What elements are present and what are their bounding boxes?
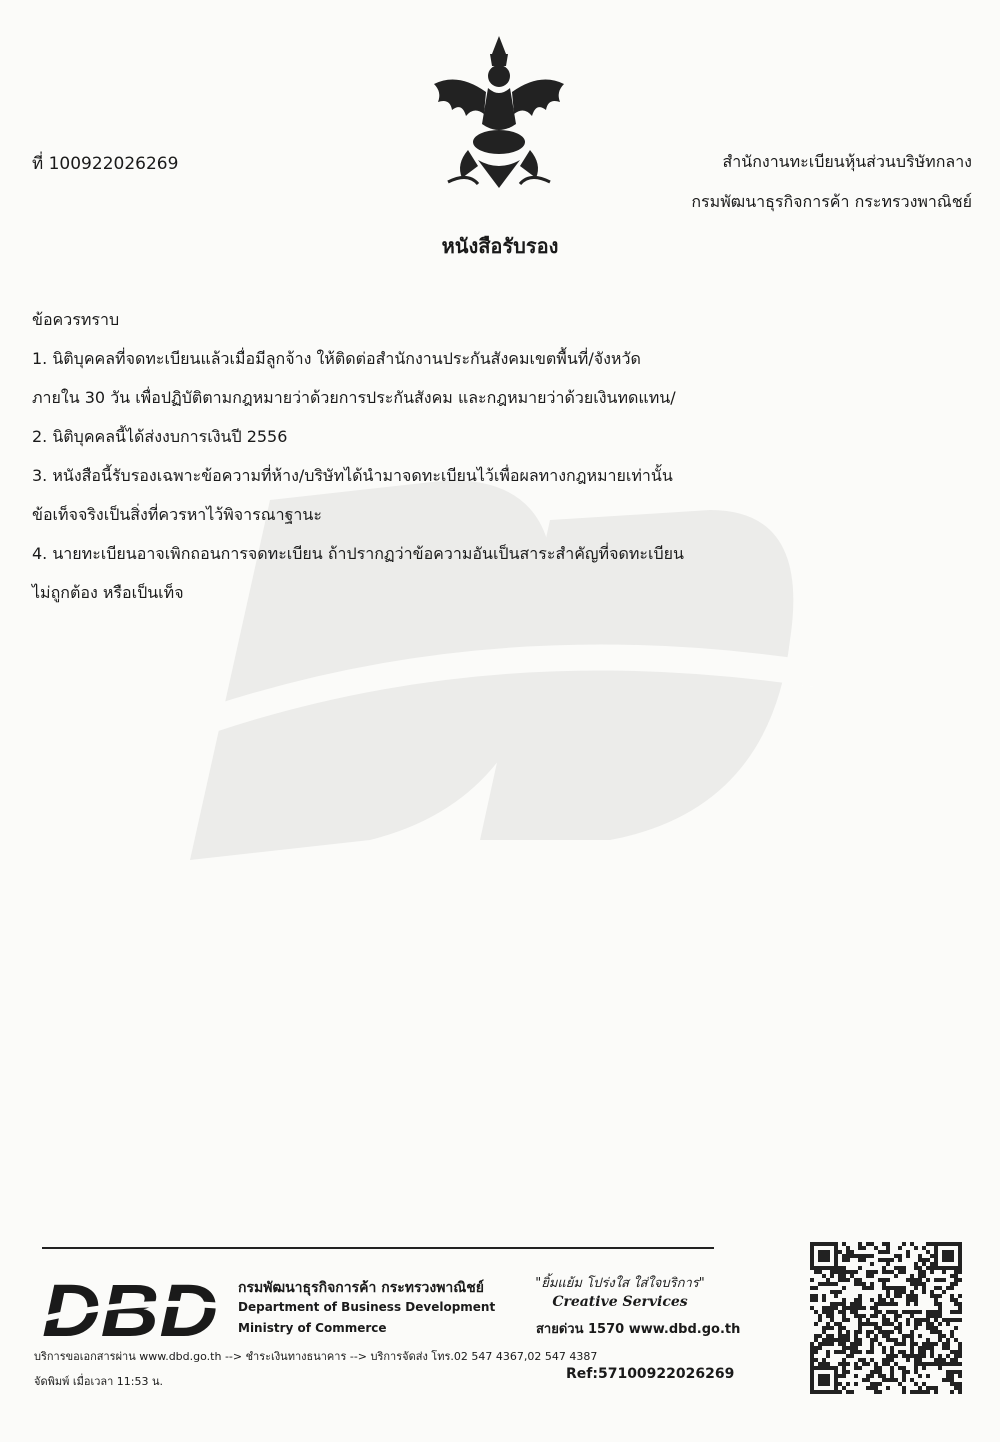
footer-slogan-en: Creative Services bbox=[552, 1294, 688, 1310]
issuing-office: สำนักงานทะเบียนหุ้นส่วนบริษัทกลาง bbox=[722, 152, 972, 171]
footer-hotline: สายด่วน 1570 www.dbd.go.th bbox=[536, 1322, 741, 1337]
document-number: ที่ 100922026269 bbox=[32, 154, 179, 174]
dbd-logo bbox=[38, 1262, 224, 1350]
footer-dept-en: Department of Business Development bbox=[238, 1300, 496, 1314]
footer-slogan-th: "ยิ้มแย้ม โปร่งใส ใส่ใจบริการ" bbox=[535, 1276, 705, 1291]
footer-ministry-en: Ministry of Commerce bbox=[238, 1321, 387, 1335]
footer-divider bbox=[42, 1247, 714, 1249]
notes-section bbox=[32, 305, 932, 617]
garuda-emblem-icon bbox=[428, 32, 570, 192]
page-title: หนังสือรับรอง bbox=[441, 234, 559, 258]
dbd-logo-text: DBD bbox=[42, 1269, 218, 1350]
printed-time: จัดพิมพ์ เมื่อเวลา 11:53 น. bbox=[34, 1375, 164, 1388]
note-line: 1. นิติบุคคลที่จดทะเบียนแล้วเมื่อมีลูกจ้าง ให้ติดต่อสำนักงานประกันสังคมเขตพื้นที่/จังหวัด bbox=[32, 349, 641, 368]
department-ministry: กรมพัฒนาธุรกิจการค้า กระทรวงพาณิชย์ bbox=[691, 192, 972, 211]
footer-dept-th: กรมพัฒนาธุรกิจการค้า กระทรวงพาณิชย์ bbox=[238, 1280, 484, 1296]
reference-number: Ref:57100922026269 bbox=[566, 1366, 735, 1382]
qr-code-icon bbox=[810, 1242, 962, 1394]
note-line: ไม่ถูกต้อง หรือเป็นเท็จ bbox=[32, 583, 184, 602]
note-line: 3. หนังสือนี้รับรองเฉพาะข้อความที่ห้าง/บริษัทได้นำมาจดทะเบียนไว้เพื่อผลทางกฎหมายเท่านั้น bbox=[32, 466, 673, 485]
note-line: 4. นายทะเบียนอาจเพิกถอนการจดทะเบียน ถ้าปรากฏว่าข้อความอันเป็นสาระสำคัญที่จดทะเบียน bbox=[32, 544, 684, 563]
note-line: ข้อเท็จจริงเป็นสิ่งที่ควรหาไว้พิจารณาฐานะ bbox=[32, 505, 322, 524]
note-line: ภายใน 30 วัน เพื่อปฏิบัติตามกฎหมายว่าด้วยการประกันสังคม และกฎหมายว่าด้วยเงินทดแทน/ bbox=[32, 388, 676, 407]
notes-heading: ข้อควรทราบ bbox=[32, 310, 120, 329]
footer-service-line: บริการขอเอกสารผ่าน www.dbd.go.th --> ชำระเงินทางธนาคาร --> บริการจัดส่ง โทร.02 547 4367,02 547 4387 bbox=[34, 1350, 598, 1363]
note-line: 2. นิติบุคคลนี้ได้ส่งงบการเงินปี 2556 bbox=[32, 427, 288, 446]
